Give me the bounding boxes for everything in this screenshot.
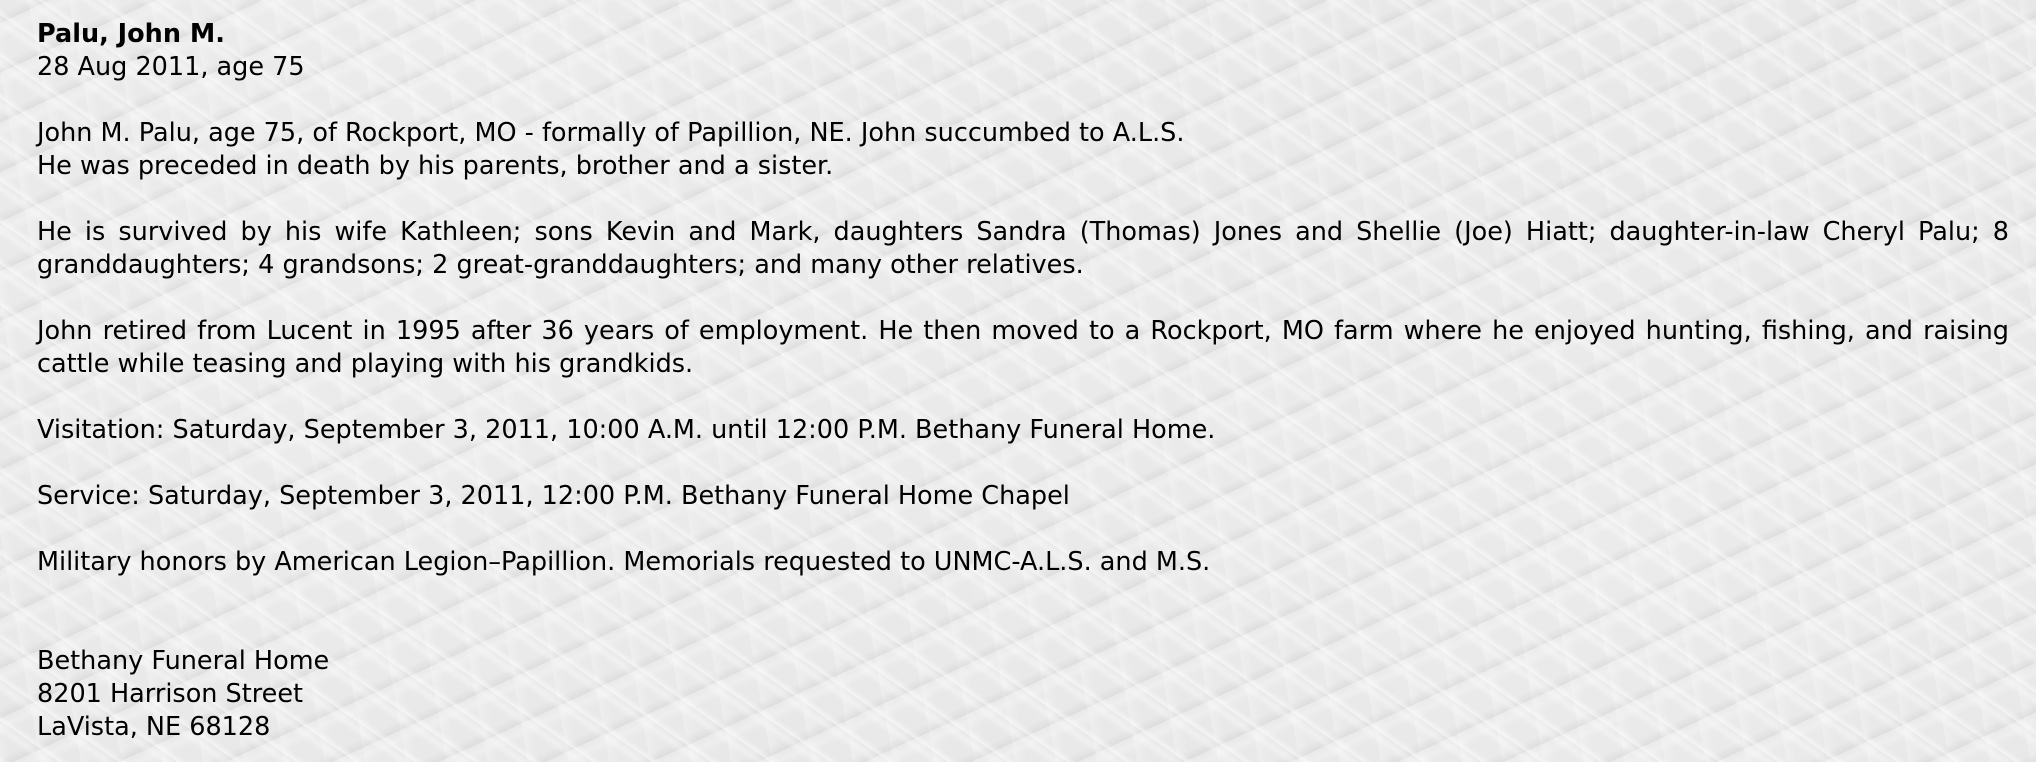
service-paragraph: Service: Saturday, September 3, 2011, 12:00 P.M. Bethany Funeral Home Chapel [37,481,1070,511]
honors-paragraph: Military honors by American Legion–Papillion. Memorials requested to UNMC-A.L.S. and M.S. [37,547,1211,577]
survivors-paragraph: He is survived by his wife Kathleen; sons Kevin and Mark, daughters Sandra (Thomas) Jones and Shellie (Joe) Hiatt; daughter-in-law Cheryl Palu; 8 granddaughters; 4 grandsons; 2 great-granddaughters; and many other relatives. [37,217,2009,280]
funeral-home-street: 8201 Harrison Street [37,679,304,709]
funeral-home-address [37,645,2009,744]
deceased-name: Palu, John M. [37,19,225,49]
career-paragraph: John retired from Lucent in 1995 after 36 years of employment. He then moved to a Rockport, MO farm where he enjoyed hunting, fishing, and raising cattle while teasing and playing with his grandkids. [37,316,2009,379]
intro-line-1: John M. Palu, age 75, of Rockport, MO - formally of Papillion, NE. John succumbed to A.L.S. [37,118,1185,148]
funeral-home-name: Bethany Funeral Home [37,646,330,676]
visitation-paragraph: Visitation: Saturday, September 3, 2011, 10:00 A.M. until 12:00 P.M. Bethany Funeral Home. [37,415,1216,445]
intro-paragraph [37,117,2009,183]
funeral-home-city: LaVista, NE 68128 [37,712,271,742]
obituary-content [37,18,2009,744]
death-date-age: 28 Aug 2011, age 75 [37,52,305,82]
intro-line-2: He was preceded in death by his parents, brother and a sister. [37,151,834,181]
